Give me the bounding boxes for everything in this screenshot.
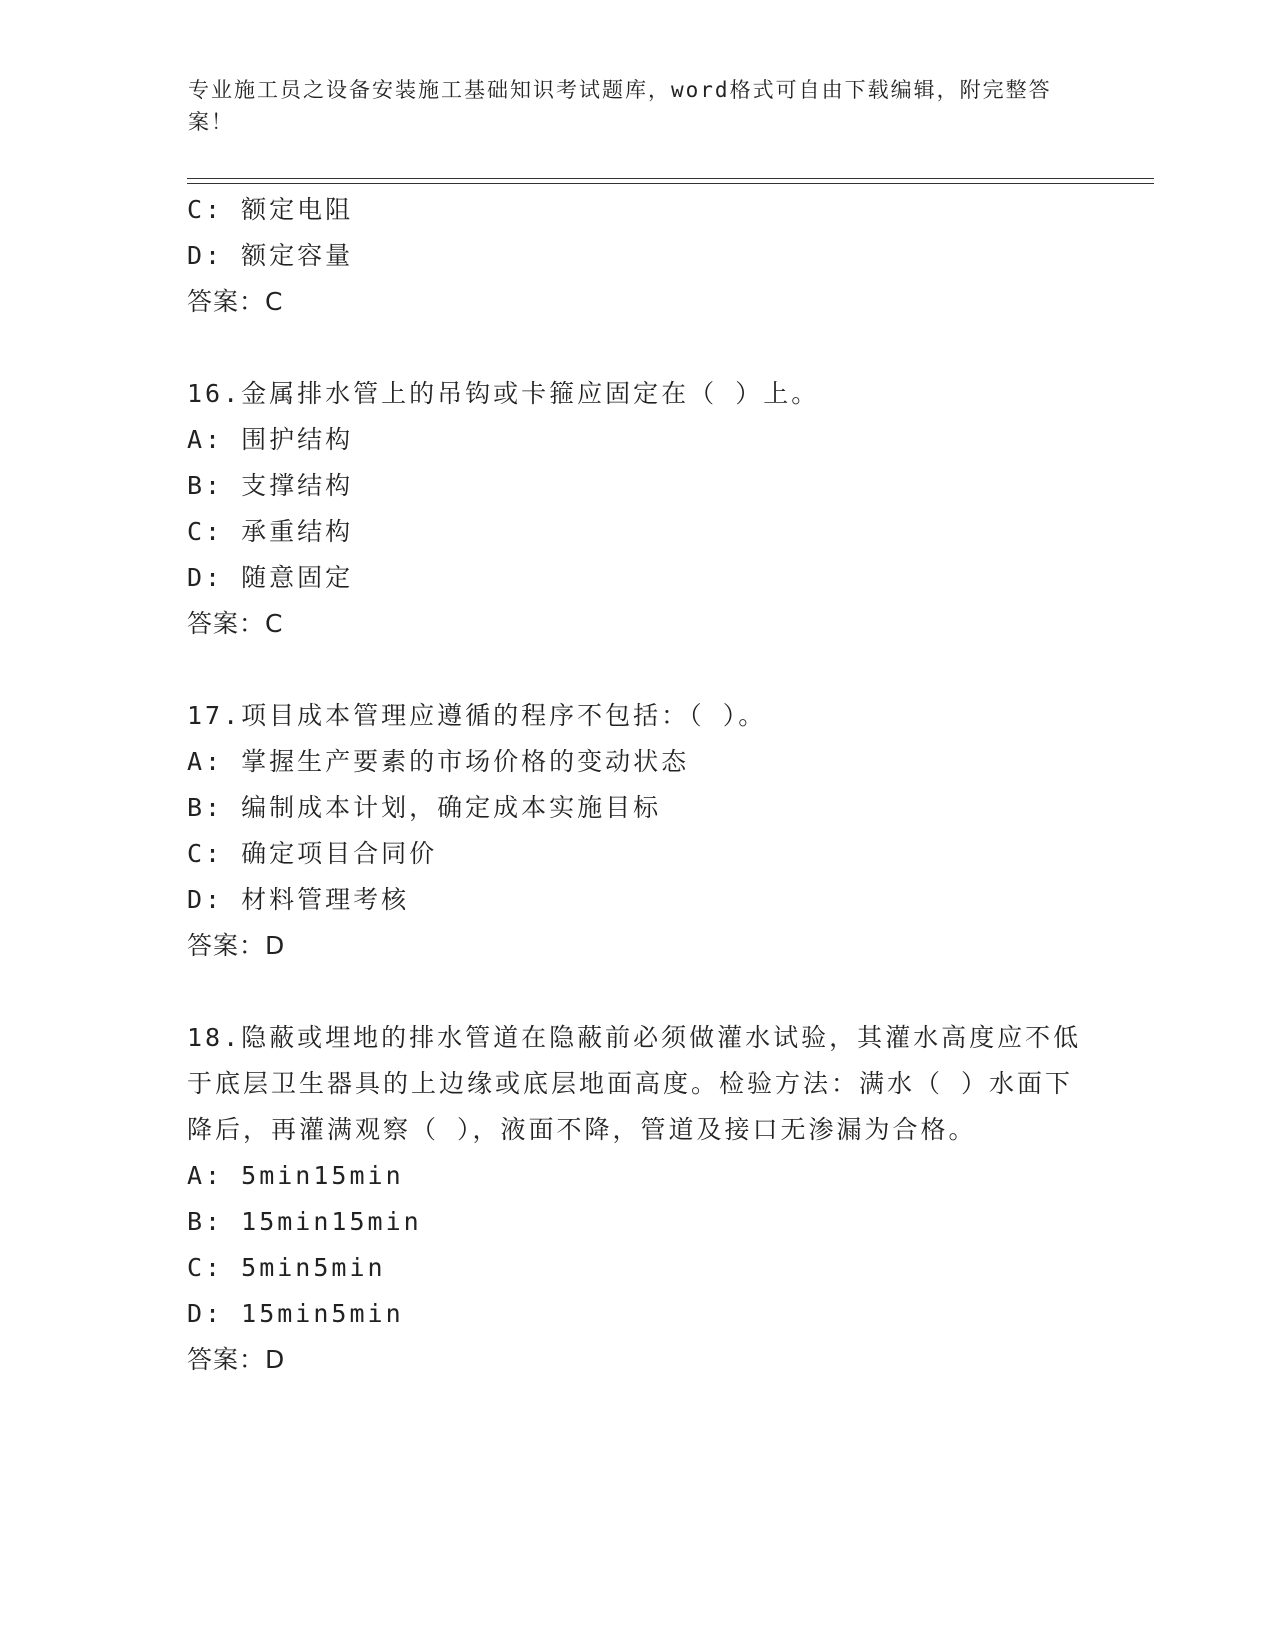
option-b: B: 支撑结构 — [187, 471, 354, 500]
option-d: D: 额定容量 — [187, 241, 354, 270]
option-a: A: 围护结构 — [187, 425, 354, 454]
option-a: A: 掌握生产要素的市场价格的变动状态 — [187, 747, 690, 776]
header-divider-top — [187, 178, 1154, 179]
option-d: D: 材料管理考核 — [187, 885, 410, 914]
option-c: C: 承重结构 — [187, 517, 354, 546]
question-text: 17.项目成本管理应遵循的程序不包括：（ ）。 — [187, 701, 767, 730]
question-18 — [187, 1015, 1087, 1383]
spacer — [187, 325, 1087, 371]
previous-question-tail — [187, 187, 1087, 325]
option-d: D: 随意固定 — [187, 563, 354, 592]
option-c: C: 额定电阻 — [187, 195, 354, 224]
document-header: 专业施工员之设备安装施工基础知识考试题库，word格式可自由下载编辑，附完整答案！ — [188, 78, 1052, 134]
option-d: D: 15min5min — [187, 1299, 404, 1328]
spacer — [187, 969, 1087, 1015]
question-text: 16.金属排水管上的吊钩或卡箍应固定在（ ）上。 — [187, 379, 820, 408]
option-a: A: 5min15min — [187, 1161, 404, 1190]
question-17 — [187, 693, 1087, 969]
question-text: 18.隐蔽或埋地的排水管道在隐蔽前必须做灌水试验，其灌水高度应不低于底层卫生器具的上边缘或底层地面高度。检验方法：满水（ ）水面下降后，再灌满观察（ ），液面不降，管道及接口无渗漏为合格。 — [187, 1023, 1082, 1144]
option-b: B: 编制成本计划，确定成本实施目标 — [187, 793, 662, 822]
header-divider-bottom — [187, 183, 1154, 184]
option-b: B: 15min15min — [187, 1207, 422, 1236]
answer: 答案：C — [187, 609, 284, 638]
option-c: C: 确定项目合同价 — [187, 839, 438, 868]
option-c: C: 5min5min — [187, 1253, 386, 1282]
answer: 答案：C — [187, 287, 284, 316]
question-16 — [187, 371, 1087, 647]
answer: 答案：D — [187, 1345, 286, 1374]
spacer — [187, 647, 1087, 693]
question-list — [187, 187, 1087, 1383]
answer: 答案：D — [187, 931, 286, 960]
